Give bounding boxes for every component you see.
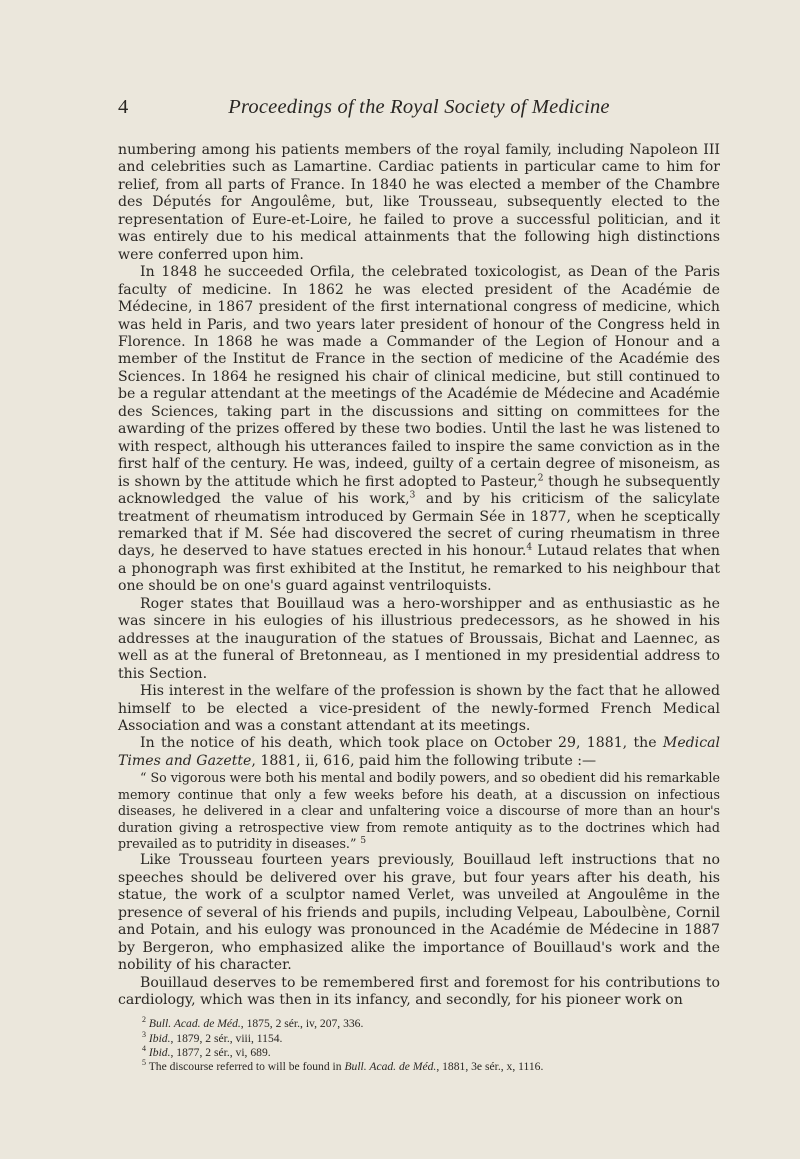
page-number: 4	[118, 96, 129, 118]
paragraph-2	[118, 264, 720, 596]
footnote-ref-4: 4	[526, 542, 533, 553]
footnote-source: Bull. Acad. de Méd.	[148, 1017, 241, 1031]
footnote-detail: , 1879, 2 sér., viii, 1154.	[170, 1031, 283, 1045]
footnote-ref-3: 3	[409, 490, 416, 501]
paragraph-1: numbering among his patients members of the royal family, including Napoleon III and celebrities such as Lamartine. Cardiac patients in particular came to him for relief, from all parts of France. In 1840 he was elected a member of the Chambre des Députés for Angoulême, but, like Trousseau, subsequently elected to the representation of Eure-et-Loire, he failed to prove a successful politician, and it was entirely due to his medical attainments that the following high distinctions were conferred upon him.	[118, 142, 720, 263]
paragraph-2-part-c: and by his criticism of the salicylate treatment of rheumatism introduced by Germain Sée in 1877, when he sceptically remarked that if M. Sée had discovered the secret of curing rheumatism in three days, he deserved to have statues erected in his honour.	[118, 491, 720, 560]
paragraph-2-part-b: though he subsequently acknowledged the value of his work,	[118, 473, 720, 508]
paragraph-5-part-b: , 1881, ii, 616, paid him the following tribute :—	[251, 752, 597, 769]
journal-reference: Medical Times and Gazette	[118, 735, 720, 769]
footnote-detail: , 1881, 3e sér., x, 1116.	[436, 1060, 544, 1074]
paragraph-2-part-d: Lutaud relates that when a phonograph was first exhibited at the Institut, he remarked to his neighbour that one should be on one's guard against ventriloquists.	[118, 543, 720, 595]
paragraph-7: Bouillaud deserves to be remembered first and foremost for his contributions to cardiology, which was then in its infancy, and secondly, for his pioneer work on	[118, 974, 720, 1008]
footnote-prefix: The discourse referred to will be found in	[148, 1060, 345, 1074]
paragraph-3: Roger states that Bouillaud was a hero-worshipper and as enthusiastic as he was sincere in his eulogies of his illustrious predecessors, as he showed in his addresses at the inauguration of the statues of Broussais, Bichat and Laennec, as well as at the funeral of Bretonneau, as I mentioned in my presidential address to this Section.	[118, 595, 720, 682]
footnote-number: 3	[142, 1029, 146, 1039]
block-quote	[118, 770, 720, 852]
body-text	[118, 142, 720, 1009]
footnote	[142, 1060, 720, 1074]
footnote	[142, 1029, 720, 1046]
footnote-detail: , 1875, 2 sér., iv, 207, 336.	[240, 1017, 364, 1031]
footnote-ref-5: 5	[360, 835, 367, 846]
footnote	[142, 1017, 720, 1031]
paragraph-6: Like Trousseau fourteen years previously, Bouillaud left instructions that no speeches should be delivered over his grave, but four years after his death, his statue, the work of a sculptor named Verlet, was unveiled at Angoulême in the presence of several of his friends and pupils, including Velpeau, Laboulbène, Cornil and Potain, and his eulogy was pronounced in the Académie de Médecine in 1887 by Bergeron, who emphasized alike the importance of Bouillaud's work and the nobility of his character.	[118, 852, 720, 974]
journal-title: Proceedings of the Royal Society of Medicine	[228, 96, 610, 118]
quote-body: “ So vigorous were both his mental and bodily powers, and so obedient did his remarkable memory continue that only a few weeks before his death, at a discussion on infectious diseases, he delivered in a clear and unfaltering voice a discourse of more than an hour's duration giving a retrospective view from remote antiquity as to the doctrines which had prevailed as to putridity in diseases.”	[118, 770, 720, 851]
footnotes	[118, 1017, 720, 1074]
footnote	[142, 1043, 720, 1060]
paragraph-2-part-a: In 1848 he succeeded Orfila, the celebrated toxicologist, as Dean of the Paris faculty of medicine. In 1862 he was elected president of the Académie de Médecine, in 1867 president of the first international congress of medicine, which was held in Paris, and two years later president of honour of the Congress held in Florence. In 1868 he was made a Commander of the Legion of Honour and a member of the Institut de France in the section of medicine of the Académie des Sciences. In 1864 he resigned his chair of clinical medicine, but still continued to be a regular attendant at the meetings of the Académie de Médecine and Académie des Sciences, taking part in the discussions and sitting on committees for the awarding of the prizes offered by these two bodies. Until the last he was listened to with respect, although his utterances failed to inspire the same conviction as in the first half of the century. He was, indeed, guilty of a certain degree of misoneism, as is shown by the attitude which he first adopted to Pasteur,	[118, 264, 720, 490]
footnote-detail: , 1877, 2 sér., vi, 689.	[170, 1045, 271, 1059]
paragraph-4: His interest in the welfare of the profession is shown by the fact that he allowed himself to be elected a vice-president of the newly-formed French Medical Association and was a constant attendant at its meetings.	[118, 683, 720, 734]
footnote-number: 2	[142, 1015, 146, 1025]
footnote-number: 4	[142, 1043, 146, 1053]
footnote-source: Ibid.	[148, 1031, 171, 1045]
footnote-source: Bull. Acad. de Méd.	[344, 1060, 437, 1074]
paragraph-5	[118, 735, 720, 770]
running-head	[118, 96, 720, 124]
footnote-ref-2: 2	[537, 472, 544, 483]
quote-text	[118, 770, 720, 852]
footnote-number: 5	[142, 1058, 146, 1068]
paragraph-5-part-a: In the notice of his death, which took place on October 29, 1881, the	[140, 735, 663, 752]
footnote-source: Ibid.	[148, 1045, 171, 1059]
